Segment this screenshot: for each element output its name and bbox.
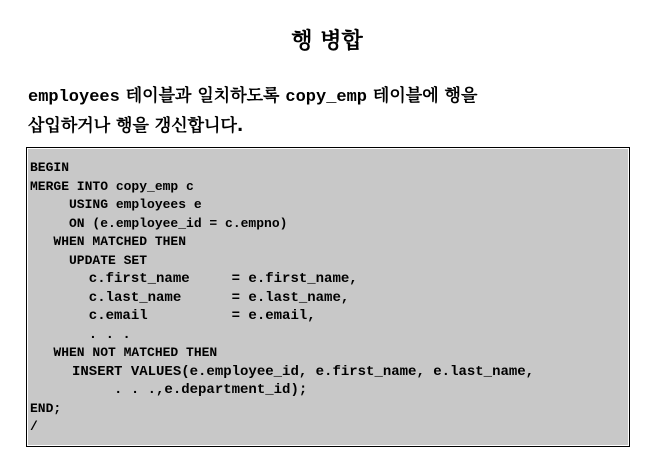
code-line: END;: [30, 400, 62, 416]
intro-line-1: [28, 82, 628, 112]
code-line: WHEN NOT MATCHED THEN: [30, 345, 218, 360]
intro-text-part-2: 테이블에 행을: [367, 86, 478, 106]
code-line: WHEN MATCHED THEN: [30, 234, 187, 249]
code-line: c.first_name = e.first_name,: [30, 271, 358, 287]
target-table-name: copy_emp: [285, 88, 368, 107]
intro-text-part-1: 테이블과 일치하도록: [119, 86, 286, 106]
source-table-name: employees: [28, 88, 120, 107]
code-line: USING employees e: [30, 197, 202, 212]
code-line: MERGE INTO copy_emp c: [30, 178, 194, 194]
page-title: 행 병합: [291, 29, 363, 54]
code-line: . . .,e.department_id);: [30, 382, 308, 398]
code-line: INSERT VALUES(e.employee_id, e.first_name, e.last_name,: [30, 363, 535, 380]
code-line: c.email = e.email,: [30, 308, 316, 324]
code-line: c.last_name = e.last_name,: [30, 289, 350, 306]
code-line: UPDATE SET: [30, 252, 148, 268]
code-line: . . .: [30, 326, 131, 343]
code-block: [26, 147, 630, 447]
code-listing: [30, 159, 534, 437]
code-line: BEGIN: [30, 160, 70, 175]
code-line: /: [30, 419, 38, 434]
intro-line-2: 삽입하거나 행을 갱신합니다.: [28, 116, 244, 136]
intro-text: [28, 82, 628, 140]
code-line: ON (e.employee_id = c.empno): [30, 215, 288, 231]
